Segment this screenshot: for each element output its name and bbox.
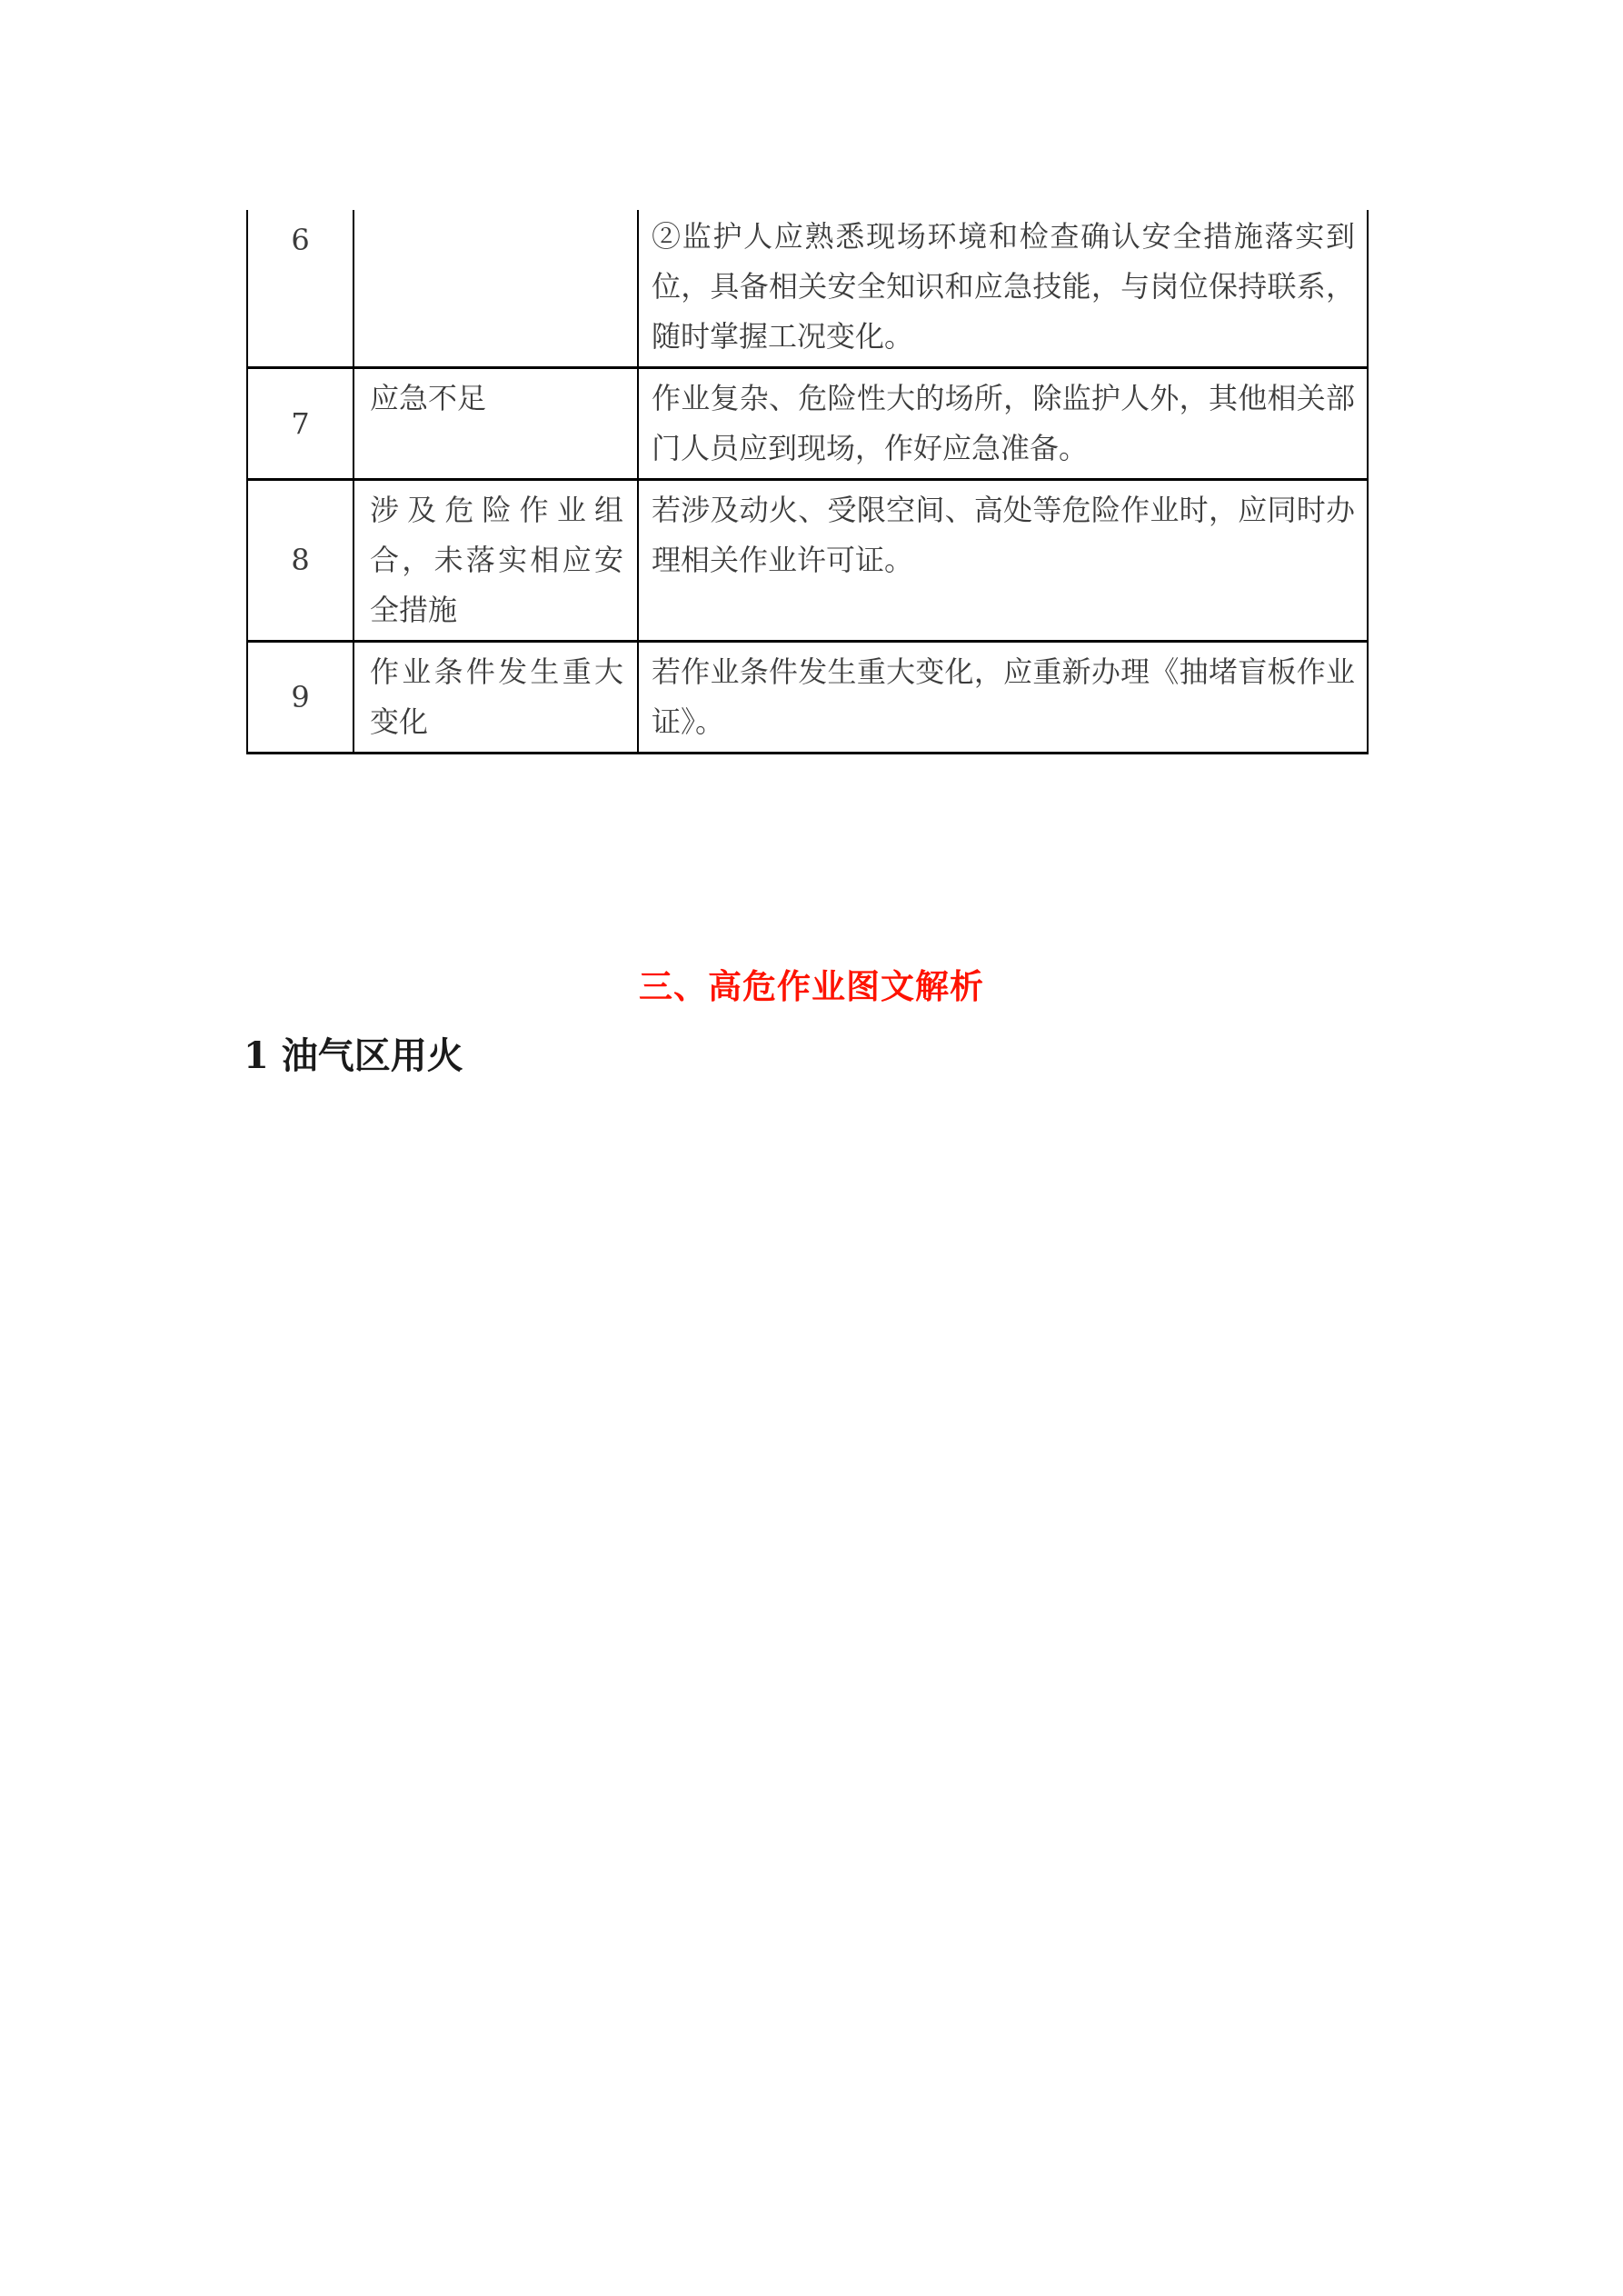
subsection-heading: 1 油气区用火 — [244, 1034, 463, 1077]
row-number-cell: 6 — [247, 210, 353, 368]
table-row — [247, 480, 1368, 642]
section-heading: 三、高危作业图文解析 — [639, 967, 984, 1006]
measure-cell: 若作业条件发生重大变化，应重新办理《抽堵盲板作业证》。 — [638, 642, 1368, 754]
measure-cell: 若涉及动火、受限空间、高处等危险作业时，应同时办理相关作业许可证。 — [638, 480, 1368, 642]
problem-cell — [353, 210, 638, 368]
measure-cell: ②监护人应熟悉现场环境和检查确认安全措施落实到位，具备相关安全知识和应急技能，与岗位保持联系，随时掌握工况变化。 — [638, 210, 1368, 368]
table-row — [247, 368, 1368, 480]
problem-cell: 作业条件发生重大变化 — [353, 642, 638, 754]
problem-cell: 涉及危险作业组合，未落实相应安全措施 — [353, 480, 638, 642]
hazard-measures-table — [246, 210, 1369, 754]
row-number-cell: 7 — [247, 368, 353, 480]
row-number-cell: 9 — [247, 642, 353, 754]
problem-cell: 应急不足 — [353, 368, 638, 480]
measure-cell: 作业复杂、危险性大的场所，除监护人外，其他相关部门人员应到现场，作好应急准备。 — [638, 368, 1368, 480]
table-row — [247, 642, 1368, 754]
row-number-cell: 8 — [247, 480, 353, 642]
table-row — [247, 210, 1368, 368]
